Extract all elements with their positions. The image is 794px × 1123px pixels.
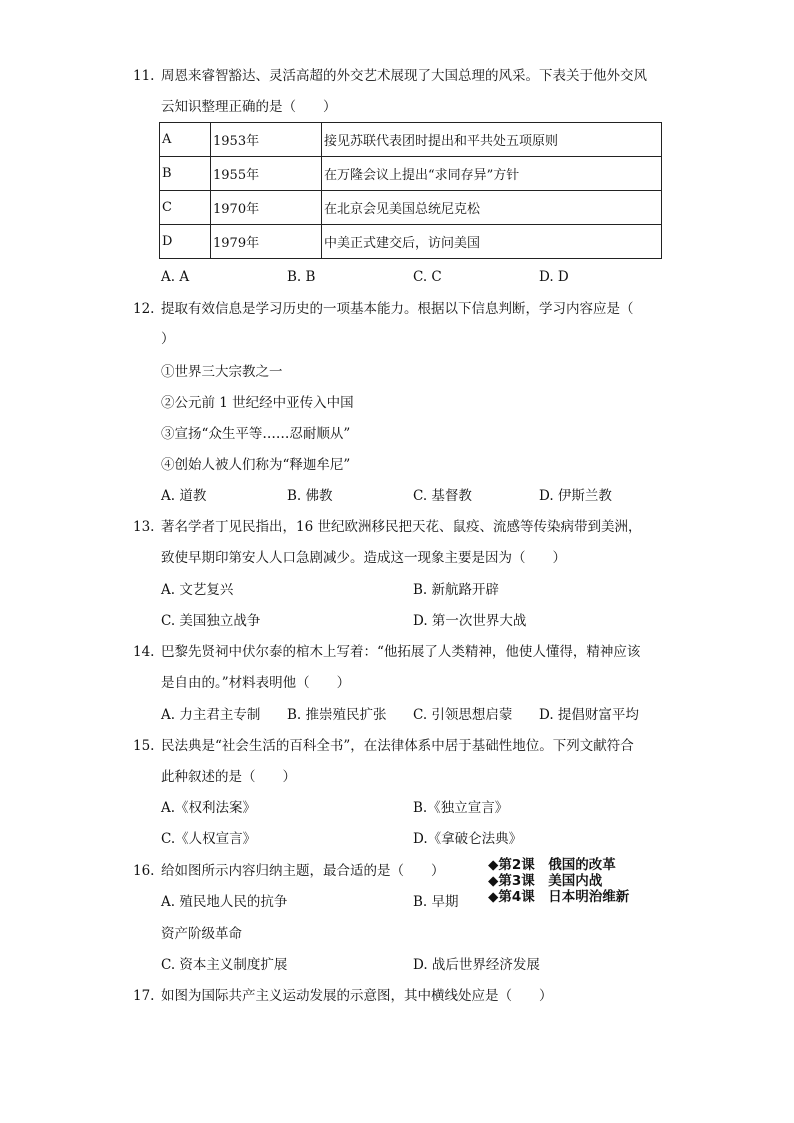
lesson-item: ◆第2课 俄国的改革 (488, 857, 616, 873)
table-cell-event: 在北京会见美国总统尼克松 (322, 191, 662, 225)
q12-option-b[interactable]: B. 佛教 (287, 488, 333, 504)
q11-option-b[interactable]: B. B (287, 269, 316, 285)
lesson-item: ◆第4课 日本明治维新 (488, 889, 630, 905)
table-cell-year: 1970年 (211, 191, 322, 225)
table-row (160, 157, 662, 191)
q11-stem-line1: 周恩来睿智豁达、灵活高超的外交艺术展现了大国总理的风采。下表关于他外交风 (161, 68, 647, 84)
q17-number: 17. (133, 988, 155, 1004)
q12-info-item: ④创始人被人们称为“释迦牟尼” (161, 457, 351, 473)
table-row (160, 191, 662, 225)
table-cell-option: D (160, 225, 211, 259)
q12-info-item: ③宣扬“众生平等……忍耐顺从” (161, 426, 351, 442)
q11-number: 11. (133, 68, 155, 84)
q16-lesson-list (488, 857, 629, 905)
q15-option-a[interactable]: A.《权利法案》 (161, 800, 257, 816)
table-cell-option: A (160, 123, 211, 157)
table-row (160, 123, 662, 157)
q13-stem-line2: 致使早期印第安人人口急剧减少。造成这一现象主要是因为（ ） (161, 550, 566, 566)
q16-option-c[interactable]: C. 资本主义制度扩展 (161, 957, 288, 973)
q14-option-a[interactable]: A. 力主君主专制 (161, 707, 261, 723)
q14-stem-line2: 是自由的。”材料表明他（ ） (161, 675, 351, 691)
q15-option-b[interactable]: B.《独立宣言》 (413, 800, 509, 816)
q14-number: 14. (133, 644, 155, 660)
q13-option-a[interactable]: A. 文艺复兴 (161, 582, 234, 598)
q16-option-b[interactable]: B. 早期 (413, 894, 459, 910)
lesson-item: ◆第3课 美国内战 (488, 873, 603, 889)
q13-number: 13. (133, 519, 155, 535)
q13-option-d[interactable]: D. 第一次世界大战 (413, 613, 527, 629)
q12-stem-line1: 提取有效信息是学习历史的一项基本能力。根据以下信息判断，学习内容应是（ (161, 301, 634, 317)
q14-option-c[interactable]: C. 引领思想启蒙 (413, 707, 513, 723)
q16-option-b-continued: 资产阶级革命 (161, 926, 242, 942)
q12-option-c[interactable]: C. 基督教 (413, 488, 472, 504)
q13-stem-line1: 著名学者丁见民指出，16 世纪欧洲移民把天花、鼠疫、流感等传染病带到美洲， (161, 519, 642, 535)
table-cell-event: 中美正式建交后，访问美国 (322, 225, 662, 259)
q14-option-b[interactable]: B. 推崇殖民扩张 (287, 707, 387, 723)
q13-option-b[interactable]: B. 新航路开辟 (413, 582, 500, 598)
q15-option-d[interactable]: D.《拿破仑法典》 (413, 831, 523, 847)
q15-stem-line2: 此种叙述的是（ ） (161, 769, 296, 785)
table-cell-event: 在万隆会议上提出“求同存异”方针 (322, 157, 662, 191)
q11-option-d[interactable]: D. D (539, 269, 569, 285)
table-cell-year: 1955年 (211, 157, 322, 191)
table-cell-year: 1979年 (211, 225, 322, 259)
q15-number: 15. (133, 738, 155, 754)
q17-stem-line1: 如图为国际共产主义运动发展的示意图，其中横线处应是（ ） (161, 988, 553, 1004)
q16-stem-line1: 给如图所示内容归纳主题，最合适的是（ ） (161, 863, 445, 879)
q15-option-c[interactable]: C.《人权宣言》 (161, 831, 257, 847)
q16-option-a[interactable]: A. 殖民地人民的抗争 (161, 894, 288, 910)
table-cell-option: C (160, 191, 211, 225)
q12-stem-line2: ） (161, 331, 175, 347)
q16-number: 16. (133, 863, 155, 879)
q11-option-c[interactable]: C. C (413, 269, 442, 285)
table-cell-event: 接见苏联代表团时提出和平共处五项原则 (322, 123, 662, 157)
q15-stem-line1: 民法典是“社会生活的百科全书”，在法律体系中居于基础性地位。下列文献符合 (161, 738, 634, 754)
q12-option-a[interactable]: A. 道教 (161, 488, 207, 504)
q13-option-c[interactable]: C. 美国独立战争 (161, 613, 261, 629)
q11-stem-line2: 云知识整理正确的是（ ） (161, 99, 337, 115)
q12-number: 12. (133, 301, 155, 317)
q11-option-a[interactable]: A. A (161, 269, 190, 285)
q12-info-item: ①世界三大宗教之一 (161, 364, 283, 380)
table-cell-option: B (160, 157, 211, 191)
table-cell-year: 1953年 (211, 123, 322, 157)
q12-info-item: ②公元前 1 世纪经中亚传入中国 (161, 395, 354, 411)
q14-stem-line1: 巴黎先贤祠中伏尔泰的棺木上写着：“他拓展了人类精神，他使人懂得，精神应该 (161, 644, 641, 660)
q11-table (159, 122, 662, 259)
q14-option-d[interactable]: D. 提倡财富平均 (539, 707, 639, 723)
table-row (160, 225, 662, 259)
q16-option-d[interactable]: D. 战后世界经济发展 (413, 957, 540, 973)
q12-option-d[interactable]: D. 伊斯兰教 (539, 488, 612, 504)
